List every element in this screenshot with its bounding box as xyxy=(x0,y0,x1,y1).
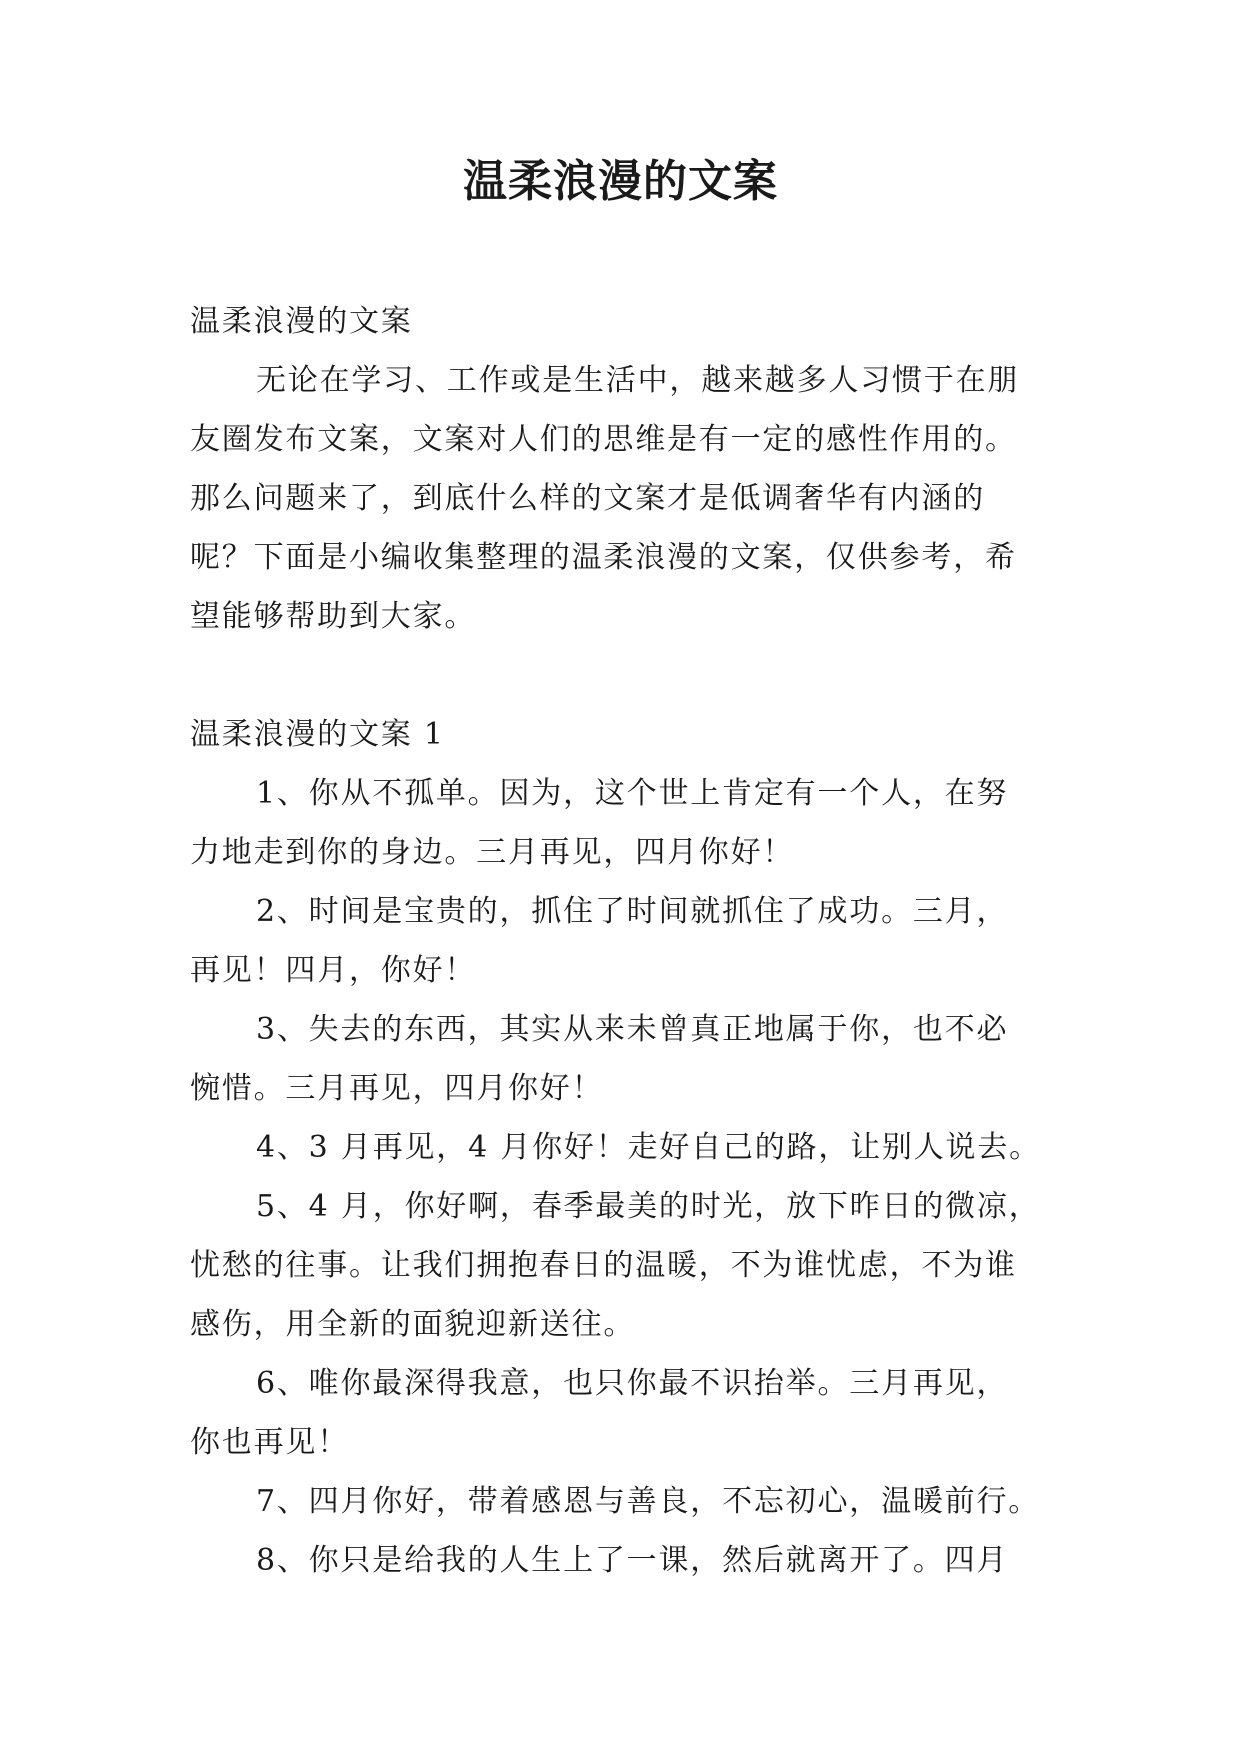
text-line: 你也再见！ xyxy=(190,1425,349,1460)
text-line: 温柔浪漫的文案 1 xyxy=(190,717,445,752)
text-line: 2、时间是宝贵的，抓住了时间就抓住了成功。三月， xyxy=(256,894,1009,929)
text-line: 1、你从不孤单。因为，这个世上肯定有一个人，在努 xyxy=(256,776,1009,811)
document-body xyxy=(190,292,1070,1590)
text-line: 温柔浪漫的文案 xyxy=(190,304,413,339)
text-line: 友圈发布文案，文案对人们的思维是有一定的感性作用的。 xyxy=(190,422,1017,457)
text-line: 无论在学习、工作或是生活中，越来越多人习惯于在朋 xyxy=(256,363,1020,398)
paragraph-spacer xyxy=(190,646,1070,705)
text-line: 8、你只是给我的人生上了一课，然后就离开了。四月 xyxy=(256,1543,1009,1578)
text-line: 惋惜。三月再见，四月你好！ xyxy=(190,1071,604,1106)
document-title: 温柔浪漫的文案 xyxy=(463,156,778,207)
text-line: 那么问题来了，到底什么样的文案才是低调奢华有内涵的 xyxy=(190,481,985,516)
text-line: 6、唯你最深得我意，也只你最不识抬举。三月再见， xyxy=(256,1366,1009,1401)
text-line: 望能够帮助到大家。 xyxy=(190,599,477,634)
text-line: 忧愁的往事。让我们拥抱春日的温暖，不为谁忧虑，不为谁 xyxy=(190,1248,1017,1283)
text-line: 感伤，用全新的面貌迎新送往。 xyxy=(190,1307,636,1342)
text-line: 再见！四月，你好！ xyxy=(190,953,477,988)
text-line: 4、3 月再见，4 月你好！走好自己的路，让别人说去。 xyxy=(256,1130,1041,1165)
text-line: 呢？下面是小编收集整理的温柔浪漫的文案，仅供参考，希 xyxy=(190,540,1017,575)
text-line: 力地走到你的身边。三月再见，四月你好！ xyxy=(190,835,795,870)
text-line: 7、四月你好，带着感恩与善良，不忘初心，温暖前行。 xyxy=(256,1484,1041,1519)
text-line: 3、失去的东西，其实从来未曾真正地属于你，也不必 xyxy=(256,1012,1009,1047)
text-line: 5、4 月，你好啊，春季最美的时光，放下昨日的微凉， xyxy=(256,1189,1041,1224)
